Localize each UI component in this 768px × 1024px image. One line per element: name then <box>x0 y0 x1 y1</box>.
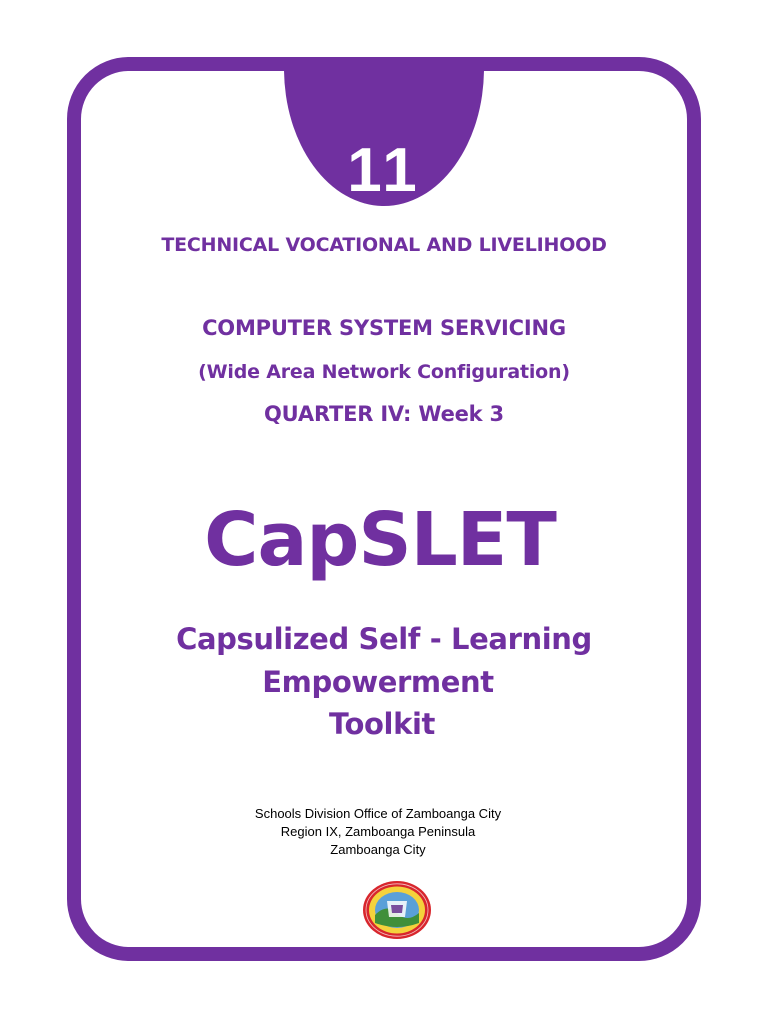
topic-title: (Wide Area Network Configuration) <box>198 361 570 383</box>
subject-title: COMPUTER SYSTEM SERVICING <box>202 316 566 340</box>
description-line: Empowerment <box>262 665 494 699</box>
description-line: Capsulized Self - Learning <box>176 622 592 656</box>
office-line: Schools Division Office of Zamboanga City <box>254 806 502 821</box>
module-title: CapSLET <box>204 497 556 583</box>
quarter-week: QUARTER IV: Week 3 <box>264 402 504 426</box>
strand-title: TECHNICAL VOCATIONAL AND LIVELIHOOD <box>161 234 607 256</box>
division-seal-icon <box>361 879 433 941</box>
cover-frame <box>67 57 701 961</box>
description-line: Toolkit <box>328 707 435 741</box>
grade-number: 11 <box>347 136 421 205</box>
office-line: Zamboanga City <box>330 842 426 857</box>
grade-badge <box>284 57 484 206</box>
office-line: Region IX, Zamboanga Peninsula <box>280 824 476 839</box>
